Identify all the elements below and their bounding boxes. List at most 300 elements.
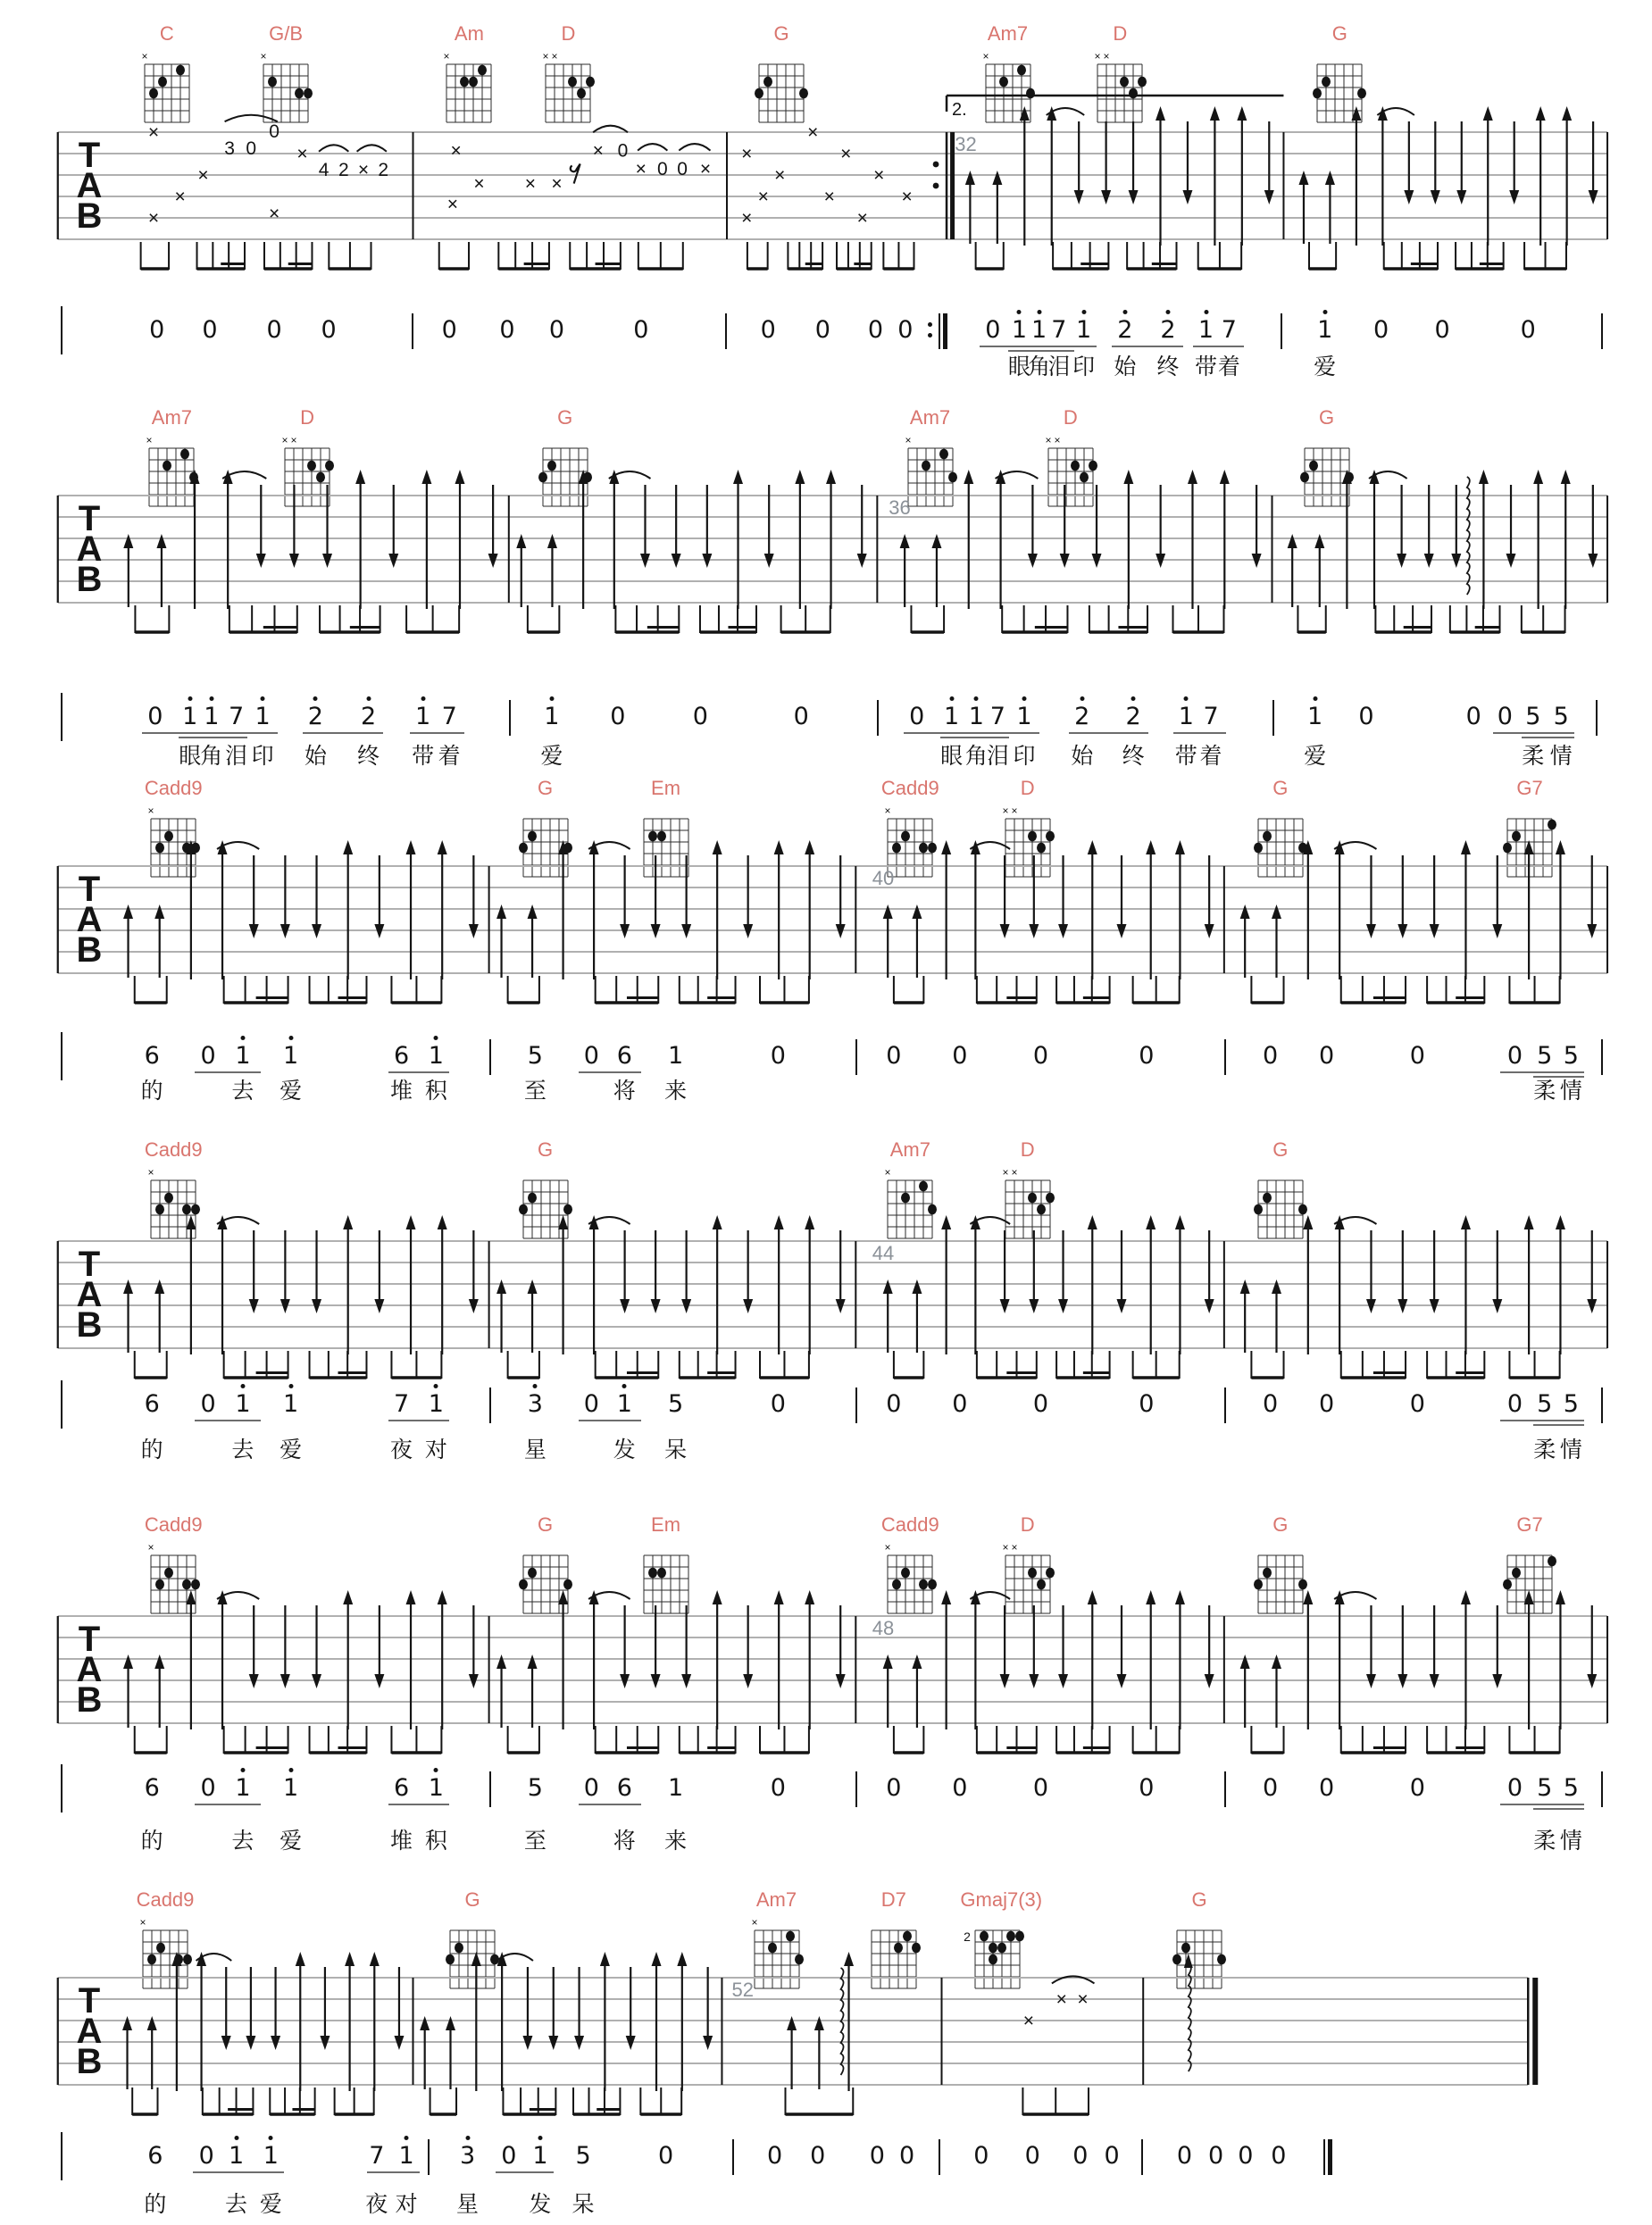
- tab-clef-letter: B: [76, 930, 103, 970]
- chord-name: G: [537, 1513, 554, 1536]
- chord-name: Em: [651, 777, 681, 799]
- tab-measure-strum: [883, 840, 1214, 1004]
- tab-clef-letter: T: [78, 1981, 101, 2021]
- jianpu-note: 6: [616, 1042, 632, 1070]
- jianpu-barline: [1224, 1388, 1226, 1423]
- tab-mute-glyph: ×: [699, 158, 712, 179]
- tab-clef-letter: A: [76, 1275, 103, 1314]
- tab-mute-glyph: ×: [357, 160, 370, 180]
- jianpu-note: 1: [1031, 316, 1047, 344]
- tab-measure-strum: [496, 840, 846, 1004]
- jianpu-note: 0: [1263, 1390, 1279, 1418]
- jianpu-note: 0: [886, 1390, 902, 1418]
- octave-dot: [1322, 310, 1327, 314]
- octave-dot: [1313, 696, 1317, 701]
- jianpu-barline: [61, 2132, 63, 2180]
- tab-measure-strum: [122, 1952, 404, 2115]
- system-row-4: [0, 1134, 1652, 1509]
- jianpu-note: 6: [147, 2142, 163, 2170]
- lyric-char: 星: [456, 2192, 480, 2217]
- lyric-char: 柔: [1533, 1438, 1556, 1462]
- jianpu-note: 0: [952, 1390, 968, 1418]
- lyric-char: 终: [357, 744, 380, 769]
- tab-measure-strum: [516, 470, 866, 633]
- lyric-char: 对: [395, 2192, 418, 2217]
- jianpu-beam-underline: [1533, 1808, 1584, 1810]
- chord-name: D: [300, 406, 315, 429]
- octave-dot: [240, 1768, 245, 1772]
- lyric-char: 印: [1072, 354, 1096, 379]
- tab-mute-glyph: ×: [757, 187, 769, 207]
- muted-string-icon: ×: [1045, 434, 1052, 446]
- jianpu-note: 5: [1563, 1042, 1579, 1070]
- tab-mute-glyph: ×: [1055, 1989, 1067, 2010]
- jianpu-beam-underline: [1522, 737, 1574, 738]
- tab-measure-strum: [420, 1952, 713, 2115]
- tab-staff: [0, 92, 1652, 302]
- jianpu-note: 5: [527, 1774, 543, 1802]
- chord-name: Am7: [755, 1888, 797, 1911]
- chord-name: D: [1063, 406, 1078, 429]
- tab-clef-letter: T: [78, 499, 101, 538]
- jianpu-note: 0: [1104, 2142, 1120, 2170]
- octave-dot: [974, 696, 979, 701]
- jianpu-beam-underline: [940, 737, 1010, 738]
- jianpu-note: 0: [149, 316, 165, 344]
- jianpu-note: 0: [657, 2142, 674, 2170]
- octave-dot: [1037, 310, 1041, 314]
- jianpu-note: 1: [182, 703, 198, 730]
- muted-string-icon: ×: [905, 434, 912, 446]
- jianpu-note: 5: [1563, 1390, 1579, 1418]
- muted-string-icon: ×: [147, 1166, 154, 1179]
- jianpu-note: 0: [985, 316, 1001, 344]
- octave-dot: [465, 2136, 470, 2140]
- lyric-char: 着: [1199, 744, 1222, 769]
- tab-fret-number: 0: [657, 158, 668, 179]
- jianpu-note: 0: [1032, 1774, 1049, 1802]
- jianpu-beam-underline: [367, 2171, 420, 2173]
- lyric-char: 至: [523, 1829, 546, 1854]
- jianpu-beam-underline: [1533, 1424, 1584, 1426]
- lyric-char: 情: [1559, 1079, 1582, 1104]
- jianpu-note: 0: [1434, 316, 1450, 344]
- tab-clef-letter: B: [76, 1305, 103, 1345]
- lyric-char: 堆: [390, 1079, 413, 1104]
- jianpu-note: 1: [283, 1390, 299, 1418]
- lyric-char: 角: [200, 744, 223, 769]
- tab-mute-glyph: ×: [296, 144, 308, 164]
- lyric-char: 星: [523, 1438, 546, 1462]
- jianpu-note: 0: [1318, 1042, 1335, 1070]
- lyric-char: 积: [424, 1829, 447, 1854]
- jianpu-note: 0: [952, 1042, 968, 1070]
- jianpu-note: 0: [200, 1774, 216, 1802]
- lyric-char: 情: [1559, 1829, 1582, 1854]
- lyric-char: 呆: [572, 2192, 595, 2217]
- jianpu-beam-underline: [904, 732, 1039, 734]
- lyric-char: 来: [664, 1829, 688, 1854]
- measure-number: 48: [872, 1617, 895, 1639]
- tab-clef-letter: A: [76, 166, 103, 205]
- tab-measure-strum: [496, 1215, 846, 1379]
- jianpu-note: 0: [1409, 1390, 1425, 1418]
- tab-measure-strum: [123, 1215, 479, 1379]
- jianpu-beam-underline: [388, 1804, 449, 1805]
- lyric-char: 带: [412, 744, 435, 769]
- lyric-char: 眼: [940, 744, 964, 769]
- tab-staff: [0, 455, 1652, 665]
- chord-name: G/B: [269, 22, 303, 45]
- tab-fret-number: 0: [246, 138, 257, 159]
- jianpu-note: 1: [1197, 316, 1214, 344]
- jianpu-note: 2: [1074, 703, 1090, 730]
- jianpu-barline: [732, 2139, 734, 2175]
- jianpu-beam-underline: [1493, 732, 1574, 734]
- system-row-1: [0, 18, 1652, 393]
- jianpu-note: 0: [899, 2142, 915, 2170]
- lyric-char: 对: [424, 1438, 447, 1462]
- jianpu-barline: [1328, 2139, 1332, 2175]
- tab-measure-strum: [123, 1590, 479, 1754]
- measure-number: 32: [955, 133, 977, 155]
- tab-measure-strum: [965, 106, 1274, 270]
- muted-string-icon: ×: [981, 50, 989, 62]
- muted-string-icon: ×: [1094, 50, 1101, 62]
- measure-number: 36: [889, 496, 911, 519]
- jianpu-note: 1: [204, 703, 220, 730]
- jianpu-note: 1: [1011, 316, 1028, 344]
- jianpu-barline: [61, 306, 63, 354]
- lyric-char: 爱: [280, 1438, 303, 1462]
- muted-string-icon: ×: [884, 1166, 891, 1179]
- tab-fret-number: 3: [224, 138, 235, 159]
- fret-position-label: 2: [964, 1929, 972, 1944]
- jianpu-beam-underline: [1500, 1071, 1584, 1073]
- lyric-char: 夜: [365, 2192, 388, 2217]
- octave-dot: [949, 696, 954, 701]
- tab-clef-letter: B: [76, 1680, 103, 1720]
- system-row-6: [0, 1884, 1652, 2225]
- octave-dot: [1165, 310, 1170, 314]
- jianpu-barline: [1281, 313, 1282, 349]
- octave-dot: [261, 696, 265, 701]
- muted-string-icon: ×: [141, 50, 148, 62]
- lyric-char: 爱: [280, 1829, 303, 1854]
- lyric-char: 的: [140, 1829, 163, 1854]
- tab-clef-letter: B: [76, 196, 103, 236]
- tab-clef-letter: T: [78, 1245, 101, 1284]
- octave-dot: [434, 1384, 438, 1388]
- muted-string-icon: ×: [542, 50, 549, 62]
- jianpu-note: 0: [1497, 703, 1513, 730]
- jianpu-note: 0: [202, 316, 218, 344]
- muted-string-icon: ×: [1002, 1166, 1009, 1179]
- lyric-char: 将: [613, 1079, 636, 1104]
- muted-string-icon: ×: [139, 1916, 146, 1929]
- jianpu-barline: [1141, 2139, 1143, 2175]
- jianpu-barline: [509, 700, 511, 736]
- jianpu-beam-underline: [388, 1071, 449, 1073]
- measure-number: 52: [731, 1979, 755, 2001]
- lyric-char: 带: [1174, 744, 1197, 769]
- jianpu-note: 0: [1520, 316, 1536, 344]
- jianpu-barline: [1224, 1771, 1226, 1807]
- tab-mute-glyph: ×: [807, 122, 819, 143]
- jianpu-note: 7: [393, 1390, 410, 1418]
- jianpu-note: 0: [1024, 2142, 1040, 2170]
- lyric-char: 爱: [1314, 354, 1337, 379]
- tab-mute-glyph: ×: [524, 173, 536, 195]
- chord-name: D7: [880, 1888, 906, 1911]
- jianpu-note: 0: [886, 1774, 902, 1802]
- tab-measure-strum: [1298, 106, 1598, 270]
- jianpu-note: 5: [575, 2142, 591, 2170]
- jianpu-barline: [855, 1039, 857, 1075]
- jianpu-note: 0: [200, 1390, 216, 1418]
- muted-string-icon: ×: [884, 1541, 891, 1554]
- tab-clef-letter: T: [78, 870, 101, 909]
- octave-dot: [313, 696, 318, 701]
- lyric-char: 来: [664, 1079, 688, 1104]
- jianpu-note: 1: [263, 2142, 279, 2170]
- lyric-char: 始: [1071, 744, 1094, 769]
- jianpu-note: 1: [616, 1390, 632, 1418]
- jianpu-note: 0: [1318, 1390, 1335, 1418]
- jianpu-note: 0: [1409, 1774, 1425, 1802]
- jianpu-note: 0: [886, 1042, 902, 1070]
- tab-measure-strum: [123, 840, 479, 1004]
- jianpu-barline: [61, 1032, 63, 1080]
- jianpu-note: 3: [527, 1390, 543, 1418]
- octave-dot: [538, 2136, 542, 2140]
- octave-dot: [288, 1768, 293, 1772]
- lyric-char: 着: [438, 744, 461, 769]
- jianpu-note: 0: [692, 703, 708, 730]
- jianpu-note: 2: [360, 703, 377, 730]
- jianpu-barline: [725, 313, 727, 349]
- jianpu-beam-underline: [193, 2171, 284, 2173]
- jianpu-note: 6: [616, 1774, 632, 1802]
- octave-dot: [533, 1384, 538, 1388]
- chord-name: G7: [1516, 777, 1543, 799]
- jianpu-note: 1: [544, 703, 560, 730]
- lyric-char: 情: [1559, 1438, 1582, 1462]
- tab-measure-strum: [883, 1215, 1214, 1379]
- jianpu-note: 7: [1203, 703, 1219, 730]
- jianpu-note: 0: [1409, 1042, 1425, 1070]
- chord-name: D: [1020, 1138, 1035, 1161]
- jianpu-note: 6: [144, 1042, 160, 1070]
- jianpu-note: 5: [1537, 1042, 1553, 1070]
- chord-name: Cadd9: [880, 1513, 939, 1536]
- jianpu-note: 0: [147, 703, 163, 730]
- jianpu-note: 0: [1263, 1042, 1279, 1070]
- jianpu-note: 0: [770, 1774, 786, 1802]
- chord-name: G: [537, 1138, 554, 1161]
- jianpu-note: 7: [989, 703, 1005, 730]
- tab-clef-letter: A: [76, 900, 103, 939]
- muted-string-icon: ×: [1002, 1541, 1009, 1554]
- jianpu-note: 2: [307, 703, 323, 730]
- lyric-char: 的: [144, 2192, 167, 2217]
- jianpu-barline: [61, 1764, 63, 1812]
- jianpu-note: 0: [869, 2142, 885, 2170]
- jianpu-note: 0: [1208, 2142, 1224, 2170]
- jianpu-note: 0: [1271, 2142, 1287, 2170]
- jianpu-note: 0: [1139, 1042, 1155, 1070]
- jianpu-beam-underline: [579, 1420, 641, 1421]
- chord-name: G: [1272, 1513, 1289, 1536]
- tab-measure-pick: [141, 115, 388, 270]
- octave-dot: [1122, 310, 1127, 314]
- chord-name: Am7: [151, 406, 193, 429]
- lyric-char: 去: [225, 2192, 248, 2217]
- lyric-char: 印: [251, 744, 274, 769]
- jianpu-note: 5: [1525, 703, 1541, 730]
- jianpu-barline: [1224, 1039, 1226, 1075]
- tab-fret-number: 0: [677, 158, 688, 179]
- octave-dot: [549, 696, 554, 701]
- jianpu-beam-underline: [1069, 732, 1148, 734]
- tab-mute-glyph: ×: [856, 208, 868, 229]
- jianpu-note: 1: [235, 1042, 251, 1070]
- jianpu-note: 0: [1176, 2142, 1193, 2170]
- octave-dot: [234, 2136, 238, 2140]
- jianpu-barline: [489, 1039, 491, 1075]
- jianpu-note: 2: [1160, 316, 1176, 344]
- tab-clef-letter: T: [78, 1620, 101, 1659]
- lyric-char: 眼: [1007, 354, 1030, 379]
- jianpu-note: 5: [1563, 1774, 1579, 1802]
- jianpu-barline: [1272, 700, 1274, 736]
- jianpu-note: 5: [1537, 1774, 1553, 1802]
- jianpu-barline: [1601, 1771, 1603, 1807]
- muted-string-icon: ×: [1011, 1541, 1018, 1554]
- jianpu-note: 0: [321, 316, 337, 344]
- tab-mute-glyph: ×: [635, 158, 647, 179]
- chord-name: G: [1331, 22, 1347, 45]
- lyric-char: 至: [523, 1079, 546, 1104]
- tab-mute-glyph: ×: [174, 187, 186, 207]
- octave-dot: [188, 696, 192, 701]
- repeat-dot: [928, 322, 932, 327]
- system-row-3: [0, 772, 1652, 1147]
- lyric-char: 角: [1028, 354, 1051, 379]
- tab-staff: [0, 1938, 1652, 2147]
- jianpu-note: 7: [441, 703, 457, 730]
- tab-mute-glyph: ×: [268, 204, 280, 225]
- tab-fret-number: 2: [378, 160, 389, 180]
- jianpu-note: 1: [254, 703, 271, 730]
- jianpu-barline: [877, 700, 879, 736]
- jianpu-note: 1: [532, 2142, 548, 2170]
- jianpu-note: 0: [583, 1390, 599, 1418]
- jianpu-note: 1: [228, 2142, 245, 2170]
- jianpu-barline: [855, 1388, 857, 1423]
- tab-mute-glyph: ×: [774, 165, 786, 186]
- system-row-2: [0, 402, 1652, 777]
- jianpu-beam-underline: [1193, 346, 1244, 347]
- jianpu-note: 7: [1051, 316, 1067, 344]
- chord-name: G: [1272, 1138, 1289, 1161]
- jianpu-barline: [943, 313, 947, 349]
- jianpu-note: 6: [144, 1390, 160, 1418]
- jianpu-note: 0: [867, 316, 884, 344]
- tab-staff: [0, 1201, 1652, 1411]
- chord-name: D: [1113, 22, 1128, 45]
- lyric-char: 带: [1194, 354, 1218, 379]
- muted-string-icon: ×: [443, 50, 450, 62]
- jianpu-note: 1: [428, 1042, 444, 1070]
- chord-name: Gmaj7(3): [960, 1888, 1043, 1911]
- lyric-char: 眼: [179, 744, 202, 769]
- repeat-dot: [928, 333, 932, 338]
- jianpu-barline: [939, 313, 940, 349]
- lyric-char: 泪: [225, 744, 248, 769]
- jianpu-barline: [1596, 700, 1598, 736]
- chord-name: G: [464, 1888, 480, 1911]
- jianpu-note: 1: [415, 703, 431, 730]
- tab-mute-glyph: ×: [450, 140, 462, 162]
- lyric-char: 柔: [1533, 1079, 1556, 1104]
- chord-name: Cadd9: [144, 777, 203, 799]
- lyric-char: 爱: [280, 1079, 303, 1104]
- jianpu-beam-underline: [142, 732, 278, 734]
- lyric-char: 爱: [1304, 744, 1327, 769]
- muted-string-icon: ×: [1002, 804, 1009, 817]
- jianpu-beam-underline: [195, 1071, 261, 1073]
- jianpu-note: 0: [1465, 703, 1481, 730]
- chord-name: G7: [1516, 1513, 1543, 1536]
- jianpu-barline: [1323, 2139, 1325, 2175]
- jianpu-note: 0: [1032, 1042, 1049, 1070]
- muted-string-icon: ×: [147, 804, 154, 817]
- volta-bracket: [947, 96, 1283, 120]
- tab-mute-glyph: ×: [446, 194, 459, 215]
- jianpu-note: 0: [1358, 703, 1374, 730]
- jianpu-barline: [1601, 1039, 1603, 1075]
- jianpu-note: 1: [428, 1390, 444, 1418]
- muted-string-icon: ×: [1103, 50, 1110, 62]
- lyric-char: 始: [304, 744, 327, 769]
- jianpu-barline: [1601, 313, 1603, 349]
- jianpu-note: 1: [1307, 703, 1323, 730]
- jianpu-note: 1: [235, 1774, 251, 1802]
- jianpu-note: 0: [793, 703, 809, 730]
- jianpu-note: 0: [266, 316, 282, 344]
- jianpu-note: 0: [897, 316, 914, 344]
- jianpu-note: 0: [770, 1042, 786, 1070]
- jianpu-note: 5: [1537, 1390, 1553, 1418]
- jianpu-note: 1: [668, 1042, 684, 1070]
- tab-clef-letter: A: [76, 2012, 103, 2051]
- chord-name: G: [557, 406, 573, 429]
- muted-string-icon: ×: [1011, 804, 1018, 817]
- lyric-char: 泪: [986, 744, 1009, 769]
- muted-string-icon: ×: [884, 804, 891, 817]
- octave-dot: [288, 1384, 293, 1388]
- chord-name: D: [1020, 777, 1035, 799]
- tab-measure-strum: [900, 470, 1262, 633]
- muted-string-icon: ×: [1011, 1166, 1018, 1179]
- jianpu-beam-underline: [1533, 1076, 1584, 1078]
- jianpu-note: 1: [968, 703, 984, 730]
- jianpu-note: 7: [369, 2142, 385, 2170]
- jianpu-note: 2: [1125, 703, 1141, 730]
- jianpu-note: 1: [1317, 316, 1333, 344]
- chord-name: D: [561, 22, 576, 45]
